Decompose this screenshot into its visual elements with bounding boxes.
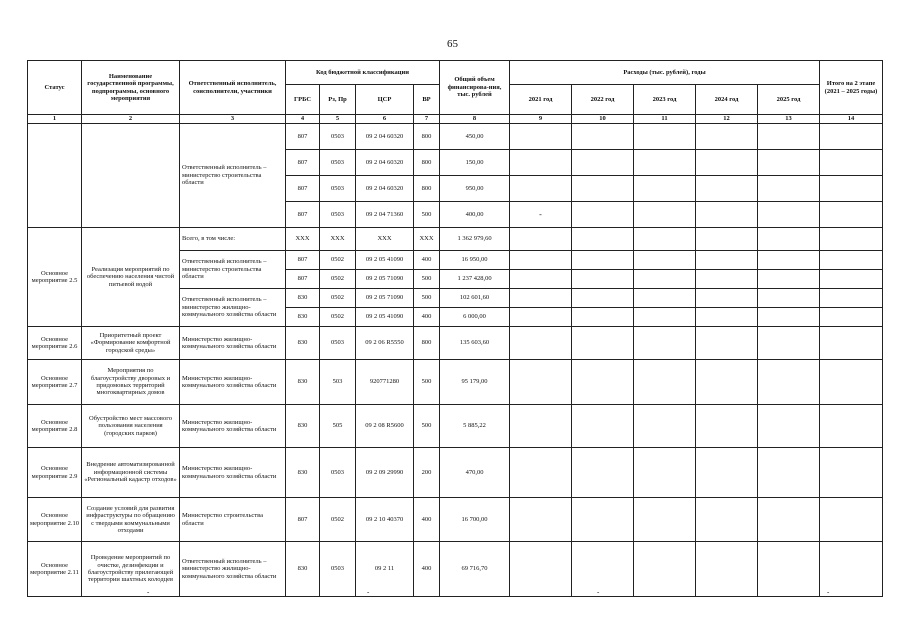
vr-cell: 400 [414, 498, 440, 542]
vr-cell: 400 [414, 251, 440, 270]
rzpr-cell: 0503 [320, 124, 356, 150]
col-number: 14 [820, 115, 883, 124]
grbs-cell: 830 [286, 289, 320, 308]
header-2025: 2025 год [758, 85, 820, 115]
header-rzpr: Рз, Пр [320, 85, 356, 115]
header-executor: Ответственный исполнитель, соисполнители, участники [180, 61, 286, 115]
table-row [28, 228, 883, 251]
rzpr-cell: 0503 [320, 327, 356, 360]
header-program: Наименование государственной программы, подпрограммы, основного мероприятия [82, 61, 180, 115]
rzpr-cell: 0503 [320, 542, 356, 597]
table-row [28, 360, 883, 405]
vr-cell: 500 [414, 289, 440, 308]
col-number: 9 [510, 115, 572, 124]
csr-cell: ХХХ [356, 228, 414, 251]
rzpr-cell: 505 [320, 405, 356, 448]
dash-mark: - [367, 588, 370, 596]
status-cell: Основное мероприятие 2.11 [28, 542, 82, 597]
header-total: Общий объем финансирова-ния, тыс. рублей [440, 61, 510, 115]
csr-cell: 09 2 04 71360 [356, 202, 414, 228]
grbs-cell: 807 [286, 176, 320, 202]
csr-cell: 09 2 08 R5600 [356, 405, 414, 448]
total-cell: 16 950,00 [440, 251, 510, 270]
csr-cell: 09 2 05 41090 [356, 308, 414, 327]
executor-cell: Ответственный исполнитель – министерство жилищно-коммунального хозяйства области [180, 289, 286, 327]
page-number: 65 [447, 38, 458, 50]
rzpr-cell: 0502 [320, 289, 356, 308]
grbs-cell: 830 [286, 448, 320, 498]
total-cell: 69 716,70 [440, 542, 510, 597]
grbs-cell: 830 [286, 308, 320, 327]
rzpr-cell: 0503 [320, 448, 356, 498]
grbs-cell: ХХХ [286, 228, 320, 251]
rzpr-cell: 0503 [320, 150, 356, 176]
program-cell [82, 124, 180, 228]
vr-cell: 200 [414, 448, 440, 498]
total-cell: 5 885,22 [440, 405, 510, 448]
col-number: 13 [758, 115, 820, 124]
col-number: 10 [572, 115, 634, 124]
total-cell: 1 362 979,60 [440, 228, 510, 251]
col-number: 8 [440, 115, 510, 124]
csr-cell: 09 2 10 40370 [356, 498, 414, 542]
program-cell: Создание условий для развития инфраструктуры по обращению с твердыми коммунальными отходами [82, 498, 180, 542]
vr-cell: 800 [414, 150, 440, 176]
rzpr-cell: 503 [320, 360, 356, 405]
total-cell: 150,00 [440, 150, 510, 176]
executor-cell: Министерство жилищно-коммунального хозяйства области [180, 405, 286, 448]
csr-cell: 09 2 04 60320 [356, 176, 414, 202]
csr-cell: 09 2 05 41090 [356, 251, 414, 270]
csr-cell: 09 2 11 [356, 542, 414, 597]
col-number: 6 [356, 115, 414, 124]
dash-mark: - [539, 209, 542, 219]
dash-mark: - [827, 588, 830, 596]
table-row [28, 327, 883, 360]
table-row [28, 124, 883, 150]
header-code-group: Код бюджетной классификации [286, 61, 440, 85]
rzpr-cell: 0502 [320, 498, 356, 542]
grbs-cell: 807 [286, 202, 320, 228]
executor-cell: Министерство жилищно-коммунального хозяйства области [180, 360, 286, 405]
header-expenses-group: Расходы (тыс. рублей), годы [510, 61, 820, 85]
executor-cell: Ответственный исполнитель – министерство строительства области [180, 124, 286, 228]
vr-cell: 400 [414, 542, 440, 597]
executor-cell: Ответственный исполнитель – министерство жилищно-коммунального хозяйства области [180, 542, 286, 597]
grbs-cell: 807 [286, 270, 320, 289]
rzpr-cell: 0502 [320, 251, 356, 270]
header-grbs: ГРБС [286, 85, 320, 115]
total-cell: 95 179,00 [440, 360, 510, 405]
header-2023: 2023 год [634, 85, 696, 115]
total-cell: 6 000,00 [440, 308, 510, 327]
status-cell: Основное мероприятие 2.6 [28, 327, 82, 360]
header-2022: 2022 год [572, 85, 634, 115]
grbs-cell: 807 [286, 150, 320, 176]
executor-cell: Министерство жилищно-коммунального хозяйства области [180, 327, 286, 360]
total-cell: 102 601,60 [440, 289, 510, 308]
budget-table [27, 60, 883, 597]
footer-marks [27, 588, 877, 598]
csr-cell: 09 2 04 60320 [356, 124, 414, 150]
status-cell: Основное мероприятие 2.8 [28, 405, 82, 448]
program-cell: Обустройство мест массового пользования населения (городских парков) [82, 405, 180, 448]
rzpr-cell: 0502 [320, 308, 356, 327]
csr-cell: 920771280 [356, 360, 414, 405]
vr-cell: 500 [414, 360, 440, 405]
col-number: 2 [82, 115, 180, 124]
csr-cell: 09 2 05 71090 [356, 289, 414, 308]
rzpr-cell: 0502 [320, 270, 356, 289]
col-number: 4 [286, 115, 320, 124]
total-cell: 950,00 [440, 176, 510, 202]
status-cell: Основное мероприятие 2.9 [28, 448, 82, 498]
program-cell: Реализация мероприятий по обеспечению населения чистой питьевой водой [82, 228, 180, 327]
total-cell: 135 603,60 [440, 327, 510, 360]
rzpr-cell: ХХХ [320, 228, 356, 251]
rzpr-cell: 0503 [320, 202, 356, 228]
status-cell: Основное мероприятие 2.7 [28, 360, 82, 405]
vr-cell: 800 [414, 176, 440, 202]
table-row [28, 498, 883, 542]
status-cell: Основное мероприятие 2.5 [28, 228, 82, 327]
csr-cell: 09 2 04 60320 [356, 150, 414, 176]
total-cell: 400,00 [440, 202, 510, 228]
header-csr: ЦСР [356, 85, 414, 115]
vr-cell: 500 [414, 405, 440, 448]
executor-cell: Министерство строительства области [180, 498, 286, 542]
col-number: 12 [696, 115, 758, 124]
dash-mark: - [147, 588, 150, 596]
program-cell: Приоритетный проект «Формирование комфортной городской среды» [82, 327, 180, 360]
grbs-cell: 807 [286, 251, 320, 270]
grbs-cell: 830 [286, 542, 320, 597]
grbs-cell: 830 [286, 327, 320, 360]
header-2021: 2021 год [510, 85, 572, 115]
csr-cell: 09 2 09 29990 [356, 448, 414, 498]
dash-mark: - [597, 588, 600, 596]
rzpr-cell: 0503 [320, 176, 356, 202]
table-row [28, 448, 883, 498]
col-number: 5 [320, 115, 356, 124]
col-number: 11 [634, 115, 696, 124]
header-2024: 2024 год [696, 85, 758, 115]
program-cell: Мероприятия по благоустройству дворовых и придомовых территорий многоквартирных домов [82, 360, 180, 405]
total-cell: 450,00 [440, 124, 510, 150]
table-row [28, 405, 883, 448]
grbs-cell: 807 [286, 124, 320, 150]
header-vr: ВР [414, 85, 440, 115]
status-cell: Основное мероприятие 2.10 [28, 498, 82, 542]
col-number: 1 [28, 115, 82, 124]
grbs-cell: 830 [286, 405, 320, 448]
program-cell: Проведение мероприятий по очистке, дезинфекции и благоустройству прилегающей территории шахтных колодцев [82, 542, 180, 597]
col-number: 3 [180, 115, 286, 124]
program-cell: Внедрение автоматизированной информационной системы «Региональный кадастр отходов» [82, 448, 180, 498]
executor-cell: Министерство жилищно-коммунального хозяйства области [180, 448, 286, 498]
executor-cell: Ответственный исполнитель – министерство строительства области [180, 251, 286, 289]
grbs-cell: 830 [286, 360, 320, 405]
vr-cell: 800 [414, 124, 440, 150]
vr-cell: ХХХ [414, 228, 440, 251]
vr-cell: 800 [414, 327, 440, 360]
total-cell: 16 700,00 [440, 498, 510, 542]
header-stage-total: Итого на 2 этапе (2021 – 2025 годы) [820, 61, 883, 115]
header-status: Статус [28, 61, 82, 115]
total-cell: 470,00 [440, 448, 510, 498]
total-cell: 1 237 428,00 [440, 270, 510, 289]
executor-cell: Всего, в том числе: [180, 228, 286, 251]
vr-cell: 500 [414, 202, 440, 228]
column-number-row [28, 115, 883, 124]
col-number: 7 [414, 115, 440, 124]
grbs-cell: 807 [286, 498, 320, 542]
vr-cell: 500 [414, 270, 440, 289]
vr-cell: 400 [414, 308, 440, 327]
status-cell [28, 124, 82, 228]
csr-cell: 09 2 05 71090 [356, 270, 414, 289]
csr-cell: 09 2 06 R5550 [356, 327, 414, 360]
